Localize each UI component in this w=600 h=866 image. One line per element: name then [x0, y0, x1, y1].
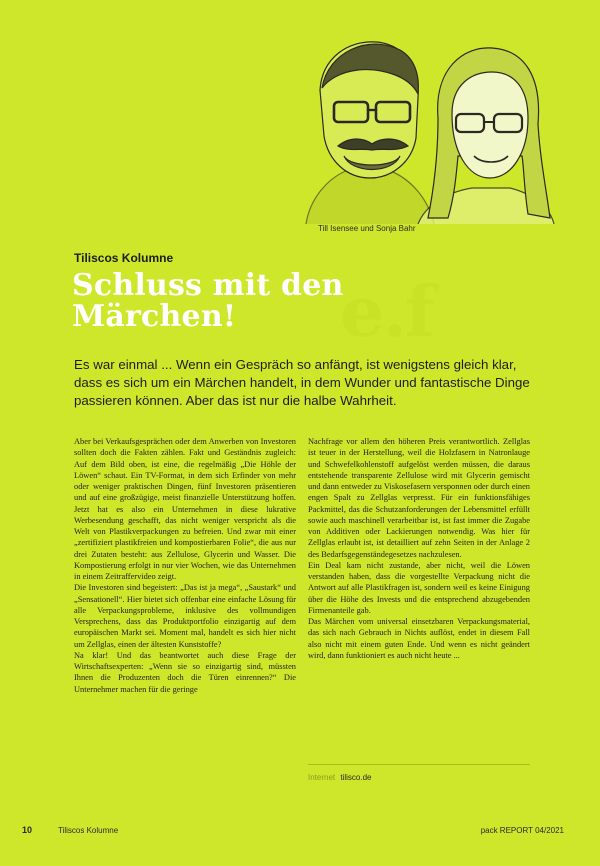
footer-section: Tiliscos Kolumne: [58, 826, 119, 835]
column-kicker: Tiliscos Kolumne: [74, 251, 174, 265]
page-number: 10: [22, 825, 33, 835]
body-paragraph: Nachfrage vor allem den höheren Preis verantwortlich. Zellglas ist teuer in der Herstellung, weil die Holzfasern in Natronlauge und Schwefelkohlenstoff aufgelöst werden müssen, die daraus entstehende transparente Zellulose wird mit Glycerin gemischt und dann entweder zu Viskosefasern versponnen oder durch einen engen Spalt zu Zellglas verpresst. Für ein funktionsfähiges Packmittel, das die Schutzanforderungen der Lebensmittel erfüllt sowie auch maschinell verarbeitbar ist, ist fast immer die Zugabe von Additiven oder Lackierungen notwendig. Was hier für Zellglas erlaubt ist, ist detailliert auf zehn Seiten in der Anlage 2 des Bedarfsgegenständegesetzes nachzulesen.: [308, 437, 530, 559]
portrait-illustration: [288, 28, 560, 224]
article-headline: [72, 270, 532, 332]
body-paragraph: Das Märchen vom universal einsetzbaren Verpackungsmaterial, das sich nach Gebrauch in Nichts auflöst, endet in diesem Fall also nicht mit einem guten Ende. Und wenn es nicht geändert wird, dann funktioniert es auch nicht heute ...: [308, 617, 530, 660]
body-paragraph: Die Investoren sind begeistert: „Das ist ja mega“, „Saustark“ und „Sensationell“. Hier bietet sich offenbar eine einfache Lösung für alle Verpackungsprobleme, inklusive des vollmundigen Versprechens, dass das Produktportfolio einzigartig auf dem europäischen Markt sei. Moment mal, handelt es sich hier nicht um Zellglas, einen der ältesten Kunststoffe?: [74, 583, 296, 649]
body-paragraph: Na klar! Und das beantwortet auch diese Frage der Wirtschaftsexperten: „Wenn sie so einzigartig sind, müssten Ihnen die Produzenten doch die Türen einrennen?“ Die Unternehmer machen für die geringe: [74, 650, 296, 694]
footer-magazine: pack REPORT 04/2021: [480, 826, 564, 835]
body-paragraph: Aber bei Verkaufsgesprächen oder dem Anwerben von Investoren sollten doch die Fakten zählen. Fakt und Geständnis zugleich: Auf dem Bild oben, ist eine, die regelmäßig „Die Höhle der Löwen“ schaut. Ein TV-Format, in dem sich Erfinder von mehr oder weniger praktischen Dingen, fünf Investoren präsentieren und auf eine großzügige, meist finanzielle Unterstützung hoffen. Jetzt hat es also ein Unternehmen in diese lukrative Werbesendung geschafft, das nicht weniger verspricht als die Welt von Plastikverpackungen zu befreien. Und zwar mit einer „zertifiziert plastikfreien und kompostierbaren Folie“, die aus nur drei Zutaten besteht: aus Zellulose, Glycerin und Wasser. Die Kompostierung erfolgt in nur vier Wochen, wie das Unternehmen in einem Zeitraffervideo zeigt.: [74, 437, 296, 581]
background-watermark: e.f: [340, 270, 434, 353]
internet-reference: [308, 773, 372, 782]
body-column-right: [308, 436, 530, 661]
woman-portrait: [418, 48, 554, 224]
internet-link[interactable]: tilisco.de: [340, 773, 372, 782]
headline-line-2: Märchen!: [72, 299, 237, 334]
headline-line-1: Schluss mit den: [72, 268, 344, 303]
internet-label: Internet: [308, 773, 336, 782]
body-column-left: [74, 436, 296, 695]
photo-caption: Till Isensee und Sonja Bahr: [318, 224, 416, 233]
man-portrait: [306, 42, 434, 224]
article-lead: Es war einmal ... Wenn ein Gespräch so anfängt, ist wenigstens gleich klar, dass es sich um ein Märchen handelt, in dem Wunder und fantastische Dinge passieren können. Aber das ist nur die halbe Wahrheit.: [74, 357, 530, 408]
divider: [308, 764, 530, 765]
body-paragraph: Ein Deal kam nicht zustande, aber nicht, weil die Löwen verstanden haben, dass die vorgestellte Verpackung nicht die Antwort auf alle Plastikfragen ist, sondern weil es keine Einigung über die Höhe des Invests und die entsprechend abzugebenden Firmenanteile gab.: [308, 560, 530, 615]
